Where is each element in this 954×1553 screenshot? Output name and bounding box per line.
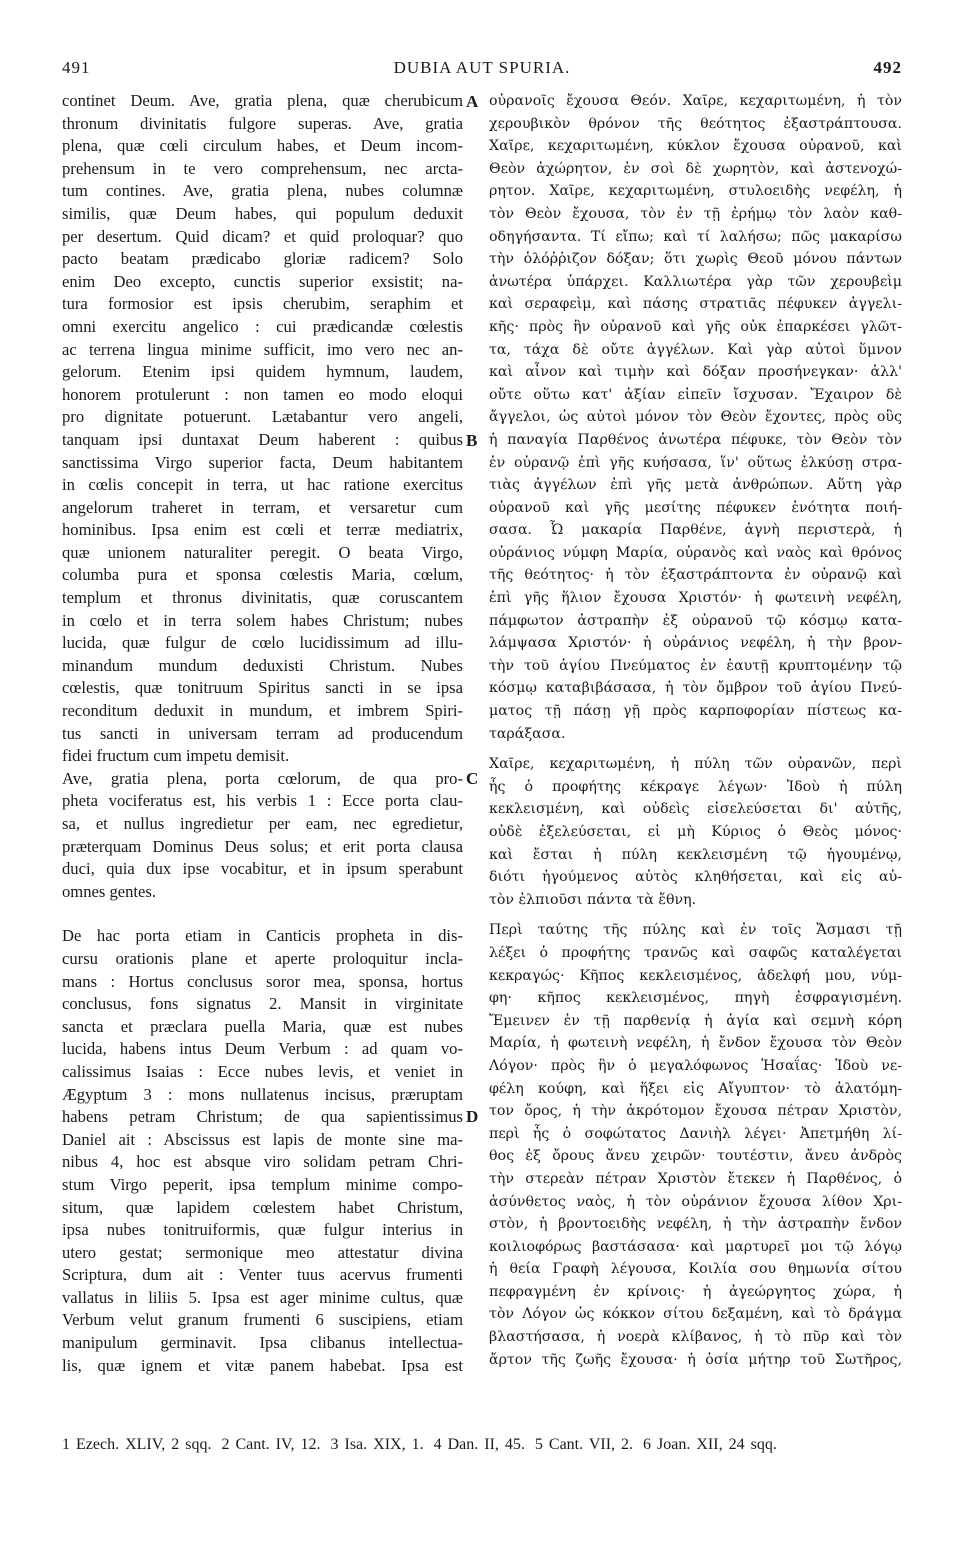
text-line: βλαστήσασα, ἡ νοερὰ κλίβανος, ἡ τὸ πῦρ καὶ τὸν (489, 1329, 902, 1346)
text-line: ἡ παναγία Παρθένος ἀνωτέρα πέφυκε, τὸν Θεὸν τὸν (489, 431, 902, 448)
text-line: ἄγγελοι, ὡς αὐτοὶ μόνον τὸν Θεὸν ἔχοντες, πρὸς οὓς (489, 409, 902, 426)
text-line: prehensum in te vero comprehensum, nec arcta- (62, 158, 463, 178)
text-line: in cœlo et in terra solem habes Christum; nubes (62, 610, 463, 630)
text-line: Verbum velut granum frumenti 6 suscipiens, etiam (62, 1310, 463, 1330)
running-header (62, 58, 902, 84)
text-line: gelorum. Etenim ipsi quidem hymnum, laudem, (62, 362, 463, 382)
text-line: λέξει ὁ προφήτης τρανῶς καὶ σαφῶς καταλέγεται (489, 944, 902, 961)
text-line: quæ unionem naturaliter peregit. O beata Virgo, (62, 542, 463, 562)
text-line: Θεὸν ἀχώρητον, ἐν σοὶ δὲ χωρητὸν, καὶ ἀστενοχώ- (489, 160, 902, 177)
paragraph-gap (62, 903, 463, 925)
text-line: Scriptura, dum ait : Venter tuus acervus frumenti (62, 1265, 463, 1285)
section-marker-a: A (466, 92, 479, 111)
text-line: habens petram Christum; de qua sapientissimus (62, 1107, 463, 1127)
footnote: 3 Isa. XIX, 1. (330, 1436, 424, 1453)
text-line: tanquam ipsi duntaxat Deum haberent : quibus (62, 429, 463, 449)
text-line: sanctissima Virgo superior facta, Deum habitantem (62, 452, 463, 472)
text-line: Περὶ ταύτης τῆς πύλης καὶ ἐν τοῖς Ἄσμασι τῇ (489, 922, 902, 939)
text-line: enim Deo excepto, cunctis superior exsistit; na- (62, 271, 463, 291)
text-line: Μαρία, ἡ φωτεινὴ νεφέλη, ἡ ἔνδον ἔχουσα τὸν Θεὸν (489, 1035, 902, 1052)
text-line: περὶ ἧς ὁ σοφώτατος Δανιὴλ λέγει· Ἀπετμήθη λί- (489, 1125, 902, 1142)
text-line: Ægyptum 3 : mons nullatenus incisus, præruptam (62, 1084, 463, 1104)
text-line: reconditum deduxit in mundum, et imbrem Spiri- (62, 701, 463, 721)
footnote: 1 Ezech. XLIV, 2 sqq. (62, 1436, 212, 1453)
text-line: Λόγον· πρὸς ἣν ὁ μεγαλόφωνος Ἡσαΐας· Ἰδοὺ νε- (489, 1057, 902, 1074)
text-line: tum contines. Ave, gratia plena, nubes columnæ (62, 181, 463, 201)
text-line: θος ἐξ ὄρους ἄνευ χειρῶν· τουτέστιν, ἄνευ ἀνδρὸς (489, 1148, 902, 1165)
text-line: λάμψασα Χριστόν· ἡ οὐράνιος νεφέλη, ἡ τὴν βρον- (489, 635, 902, 652)
text-line: hominibus. Ipsa enim est cœli et terræ mediatrix, (62, 520, 463, 540)
text-line: ac terrena lingua minime sufficit, imo vero nec an- (62, 339, 463, 359)
footnote: 5 Cant. VII, 2. (534, 1436, 634, 1453)
text-line: angelorum traheret in terram, et versaretur cum (62, 497, 463, 517)
text-line: κεκλεισμένη, καὶ οὐδεὶς εἰσελεύσεται δι' αὐτῆς, (489, 801, 902, 818)
text-line: τα, τάχα δὲ οὔτε ἀγγέλων. Καὶ γὰρ αὐτοὶ ὕμνον (489, 341, 902, 358)
text-line: Ave, gratia plena, porta cœlorum, de qua pro- (62, 768, 463, 788)
text-line: ipsa nubes tonitruiformis, quæ fulgur interius in (62, 1220, 463, 1240)
text-line: pheta vociferatus est, his verbis 1 : Ecce porta clau- (62, 791, 463, 811)
text-line: sa, et nullus ingredietur per eam, nec egredietur, (62, 814, 463, 833)
text-line: per desertum. Quid dicam? et quid proloquar? quo (62, 226, 463, 246)
text-line: οὐρανοῖς ἔχουσα Θεόν. Χαῖρε, κεχαριτωμένη, ἡ τὸν (489, 93, 902, 109)
page-number-right: 492 (873, 58, 902, 77)
latin-column (62, 90, 463, 1377)
text-line: cursu orationis plane et aperte proloquitur incla- (62, 948, 463, 968)
paragraph-gap (489, 745, 902, 753)
text-line: σασα. Ὦ μακαρία Παρθένε, ἁγνὴ περιστερὰ, ἡ (489, 522, 902, 539)
text-line: κῆς· πρὸς ἣν οὐρανοῦ καὶ γῆς οὐκ ἐπαρκέσει γλῶτ- (489, 318, 902, 335)
text-line: ἐπὶ γῆς ἥλιον ἔχουσα Χριστόν· ἡ φωτεινὴ νεφέλη, (489, 590, 902, 607)
text-line: lucida, quæ fulgur de cœlo lucidissimum ad illu- (62, 633, 463, 653)
text-line: thronum divinitatis fulgore superas. Ave, gratia (62, 113, 463, 133)
text-line: κοιλιοφόρως βαστάσασα· καὶ μαρτυρεῖ μοι τῷ λόγῳ (489, 1238, 902, 1255)
text-line: τὴν στερεὰν πέτραν Χριστὸν ἔτεκεν ἡ Παρθένος, ὁ (489, 1170, 902, 1187)
text-line: ἄρτον τῆς ζωῆς ἔχουσα· ἡ ὁσία μήτηρ τοῦ Σωτῆρος, (489, 1351, 902, 1368)
text-line: Χαῖρε, κεχαριτωμένη, κύκλον ἔχουσα οὐρανοῦ, καὶ (489, 138, 902, 155)
text-line: οδηγήσαντα. Τί εἴπω; καὶ τί λαλήσω; πῶς μακαρίσω (489, 228, 902, 245)
text-line: στὸν, ἡ βροντοειδὴς νεφέλη, ἡ τὴν ἀστραπὴν ἔνδον (489, 1216, 902, 1233)
text-line: τον ὄρος, ἡ τὴν ἀκρότομον ἔχουσα πέτραν Χριστὸν, (489, 1103, 902, 1120)
section-marker-c: C (466, 769, 479, 788)
text-line: lucida, habens intus Deum Verbum : ad quam vo- (62, 1039, 463, 1059)
text-line: omnes gentes. (62, 881, 157, 901)
text-line: τῆς θεότητος· ἡ τὸν ἐξαστράπτοντα ἐν οὐρανῷ καὶ (489, 567, 902, 584)
text-line: in cœlis concepit in terra, ut hac ratione exercitus (62, 475, 463, 495)
text-line: continet Deum. Ave, gratia plena, quæ cherubicum (62, 91, 463, 110)
text-line: διότι ἡγούμενος αὐτὸς κληθήσεται, καὶ εἰς αὐ- (489, 869, 902, 886)
text-line: Χαῖρε, κεχαριτωμένη, ἡ πύλη τῶν οὐρανῶν, περὶ (489, 756, 902, 773)
text-line: τὴν τοῦ ἁγίου Πνεύματος ἐν ἑαυτῇ κρυπτομένην τῷ (489, 657, 902, 674)
text-line: κόσμῳ καταβιβάσασα, ἡ τὸν ὄμβρον τοῦ ἁγίου Πνεύ- (489, 680, 902, 697)
text-line: ἀνωτέρα ὑπάρχει. Καλλιωτέρα γὰρ τῶν χερουβεὶμ (489, 273, 902, 290)
text-line: οὐδὲ ἐξελεύσεται, εἰ μὴ Κύριος ὁ Θεὸς μόνος· (489, 824, 902, 840)
text-line: τιὰς ἀγγέλων ἐπὶ γῆς μετὰ ἀνθρώπων. Αὕτη γὰρ (489, 477, 902, 494)
text-line: οὔτε οὕτω κατ' ἀξίαν εἰπεῖν ἴσχυσαν. Ἔχαιρον δὲ (489, 386, 902, 403)
page-number-left: 491 (62, 58, 91, 77)
text-line: ἡ θεία Γραφὴ λέγουσα, Κοιλία σου θημωνία σίτου (489, 1261, 902, 1278)
text-line: χερουβικὸν θρόνον τῆς θεότητος ἐξαστράπτουσα. (489, 115, 902, 132)
text-line: sancta et præclara puella Maria, quæ est nubes (62, 1016, 463, 1036)
text-line: situm, quæ lapidem cœlestem habet Christum, (62, 1197, 463, 1217)
text-line: καὶ ἔσται ἡ πύλη κεκλεισμένη τῷ ἡγουμένῳ, (489, 846, 902, 863)
text-line: fidei fructum cum impetu demisit. (62, 746, 290, 766)
text-line: duci, quia dux ipse vocabitur, et in ipsum sperabunt (62, 859, 463, 879)
text-line: cœlestis, quæ tonitruum Spiritus sancti in se ipsa (62, 678, 463, 698)
text-line: pacto beatam prædicabo gloriæ radicem? Solo (62, 249, 463, 269)
text-line: similis, quæ Deum habes, qui populum deduxit (62, 203, 463, 223)
text-line: τὸν ἐλπιοῦσι πάντα τὰ ἔθνη. (489, 891, 697, 908)
text-line: lis, quæ ignem et vitæ panem habebat. Ipsa est (62, 1355, 463, 1375)
footnotes (62, 1436, 902, 1454)
text-line: τὸν Λόγον ὡς κόκκον σίτου δεξαμένη, καὶ τὸ δράγμα (489, 1306, 902, 1323)
text-line: columba pura et sponsa cœlestis Maria, cœlum, (62, 565, 463, 585)
text-line: tura formosior est ipsis cherubim, seraphim et (62, 294, 463, 314)
text-line: utero gestat; sermonique meo attestatur divina (62, 1242, 463, 1262)
text-line: ταράξασα. (489, 725, 566, 742)
text-line: nibus 4, hoc est absque viro solidam petram Chri- (62, 1152, 463, 1172)
footnote: 2 Cant. IV, 12. (221, 1436, 321, 1453)
text-line: stum Virgo peperit, ipsa templum minime compo- (62, 1174, 463, 1194)
text-line: minandum mundum deduxisti Christum. Nubes (62, 655, 463, 675)
text-line: ρητον. Χαῖρε, κεχαριτωμένη, στυλοειδὴς νεφέλη, ἡ (489, 183, 902, 200)
text-line: plena, quæ cœli circulum habes, et Deum incom- (62, 136, 463, 156)
text-line: mans : Hortus conclusus soror mea, sponsa, hortus (62, 971, 463, 991)
text-line: φέλη κούφη, καὶ ἥξει εἰς Αἴγυπτον· τὸ ἀλατόμη- (489, 1080, 902, 1097)
paragraph-gap (489, 911, 902, 919)
text-line: πάμφωτον ἀστραπὴν ἐξ οὐρανοῦ τῷ κόσμῳ κατα- (489, 612, 902, 629)
text-line: pro dignitate potuerunt. Lætabantur vero angeli, (62, 407, 463, 427)
text-line: Ἔμεινεν ἐν τῇ παρθενίᾳ ἡ ἁγία καὶ σεμνὴ κόρη (489, 1012, 902, 1029)
greek-column (489, 90, 902, 1371)
text-line: καὶ αἶνον καὶ τιμὴν καὶ δόξαν προσήνεγκαν· ἀλλ' (489, 364, 902, 381)
text-line: πεφραγμένη ἐν κρίνοις· ἡ ἀγεώργητος χώρα, ἡ (489, 1283, 902, 1300)
section-marker-d: D (466, 1107, 479, 1126)
text-line: οὐράνιος νύμφη Μαρία, οὐρανὸς καὶ ναὸς καὶ θρόνος (489, 544, 902, 561)
footnote: 6 Joan. XII, 24 sqq. (643, 1436, 777, 1453)
text-line: calissimus Isaias : Ecce nubes levis, et veniet in (62, 1061, 463, 1081)
text-line: τὸν Θεὸν ἔχουσα, τὸν ἐν τῇ ἐρήμῳ τὸν λαὸν καθ- (489, 205, 902, 222)
text-line: κεκραγώς· Κῆπος κεκλεισμένος, ἀδελφή μου, νύμ- (489, 967, 902, 984)
text-line: Daniel ait : Abscissus est lapis de monte sine ma- (62, 1129, 463, 1149)
text-line: ματος τῇ πάσῃ γῇ πρὸς καρποφορίαν πίστεως κα- (489, 703, 902, 720)
text-line: ἧς ὁ προφήτης κέκραγε λέγων· Ἰδοὺ ἡ πύλη (489, 778, 902, 795)
text-line: honorem protulerunt : non tamen eo modo eloqui (62, 384, 463, 404)
text-line: præterquam Dominus Deus solus; et erit porta clausa (62, 836, 463, 856)
text-line: ἐν οὐρανῷ ἐπὶ γῆς κυήσασα, ἵν' οὕτως ἑλκύσῃ στρα- (489, 454, 902, 471)
text-line: omni exercitu angelico : cui prædicandæ cœlestis (62, 316, 463, 336)
text-line: templum et thronus divinitatis, quæ coruscantem (62, 588, 463, 608)
text-line: ἀσύνθετος ναὸς, ἡ τὸν οὐράνιον ἔχουσα λίθον Χρι- (489, 1193, 902, 1210)
text-line: De hac porta etiam in Canticis propheta in dis- (62, 926, 463, 946)
text-line: vallatus in liliis 5. Ipsa est ager minime cultus, quæ (62, 1287, 463, 1307)
text-line: καὶ σεραφεὶμ, καὶ πάσης στρατιᾶς πέφυκεν ἀγγελι- (489, 296, 902, 313)
text-line: manipulum germinavit. Ipsa clibanus intellectua- (62, 1333, 463, 1353)
text-line: φη· κῆπος κεκλεισμένος, πηγὴ ἐσφραγισμένη. (489, 990, 902, 1007)
text-line: οὐρανοῦ καὶ γῆς μεσίτης πέφυκεν ἑνότητα ποιή- (489, 499, 902, 516)
running-title: DUBIA AUT SPURIA. (393, 58, 571, 77)
text-line: conclusus, fons signatus 2. Mansit in virginitate (62, 994, 463, 1014)
section-marker-b: B (466, 431, 478, 450)
text-line: tus sancti in universam terram ad producendum (62, 723, 463, 743)
footnote: 4 Dan. II, 45. (433, 1436, 525, 1453)
text-line: τὴν ὁλόῤῥιζον δόξαν; ὅτι χωρὶς Θεοῦ μόνου πάντων (489, 251, 902, 268)
